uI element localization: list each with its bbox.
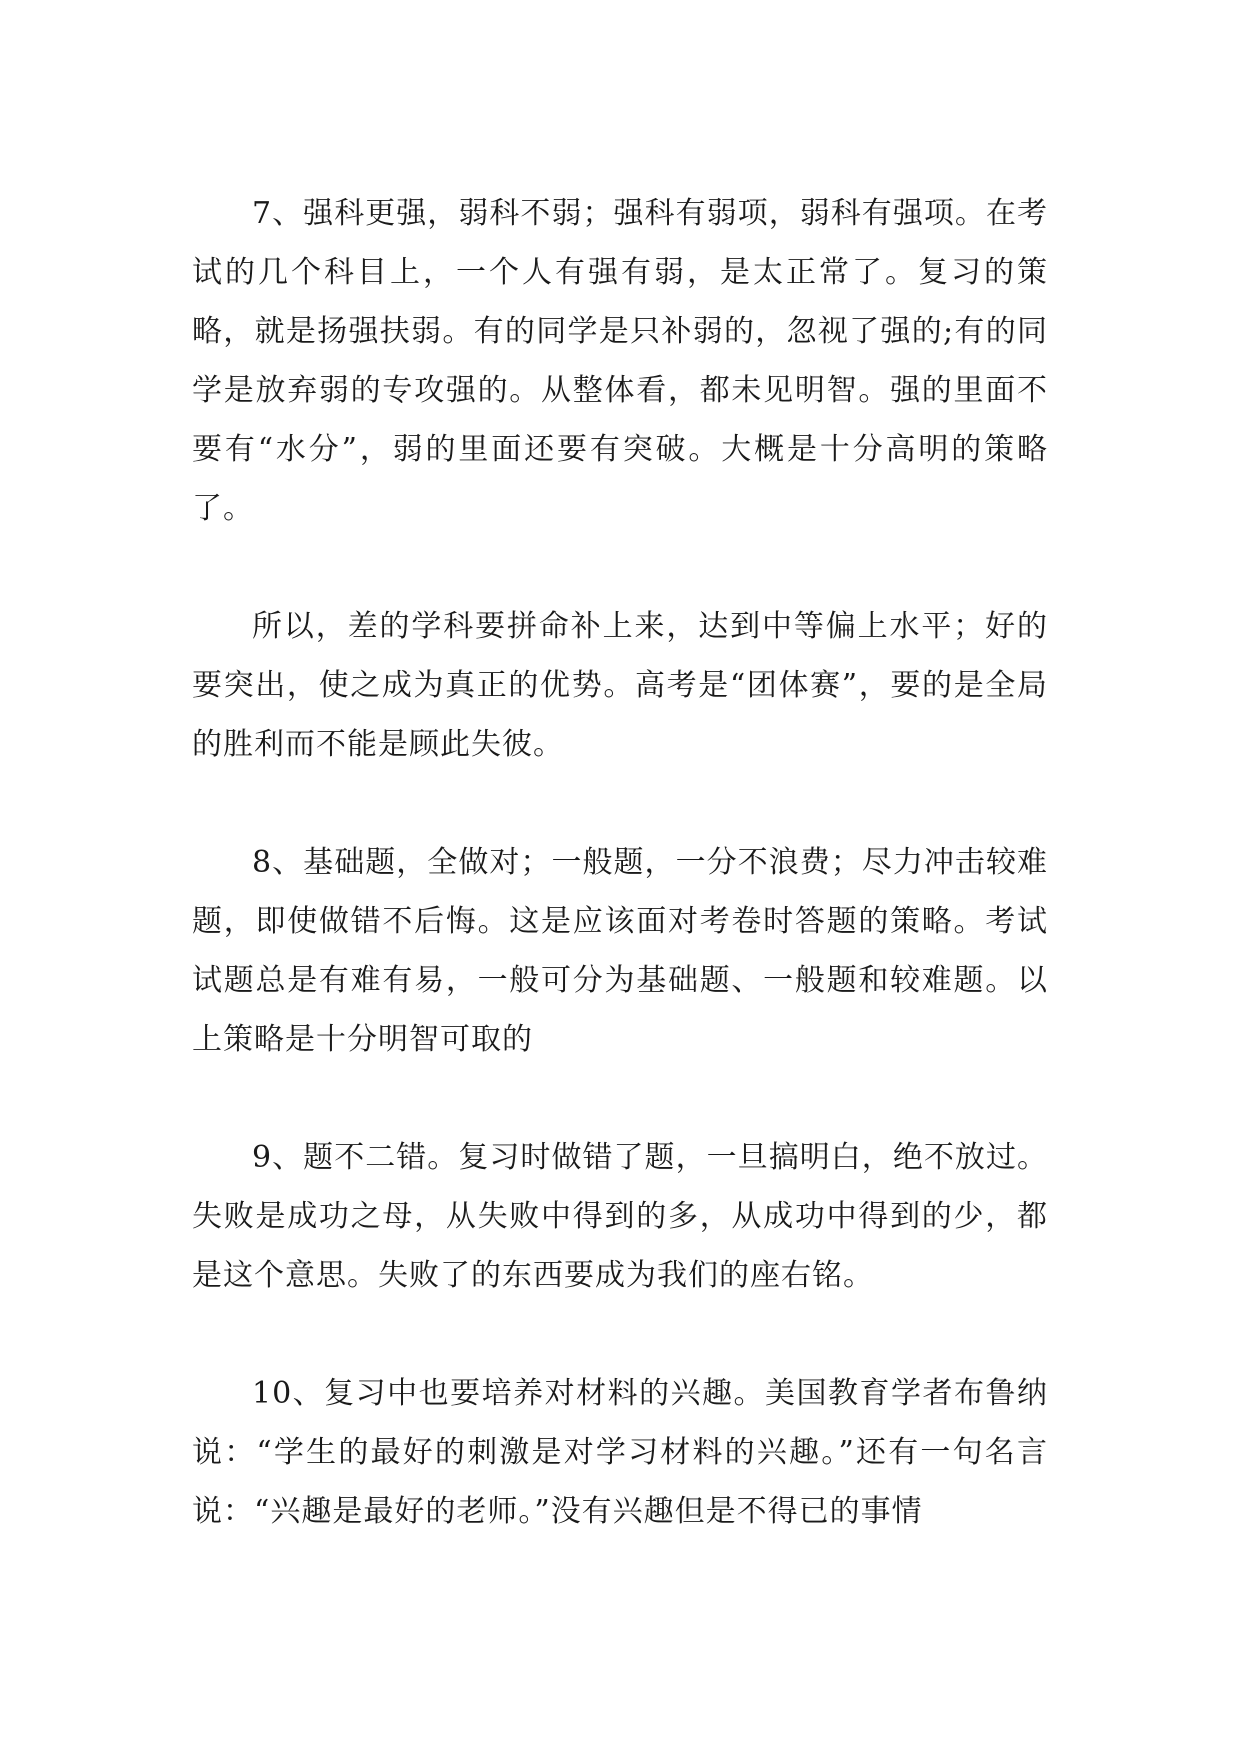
paragraph-7-strong-weak-subjects: 7、强科更强，弱科不弱；强科有弱项，弱科有强项。在考试的几个科目上，一个人有强有弱，是太正常了。复习的策略，就是扬强扶弱。有的同学是只补弱的，忽视了强的;有的同学是放弃弱的专攻强的。从整体看，都未见明智。强的里面不要有“水分”，弱的里面还要有突破。大概是十分高明的策略了。: [192, 196, 1048, 526]
paragraph-9-no-repeat-mistakes: 9、题不二错。复习时做错了题，一旦搞明白，绝不放过。失败是成功之母，从失败中得到的多，从成功中得到的少，都是这个意思。失败了的东西要成为我们的座右铭。: [192, 1140, 1048, 1293]
document-body: [192, 184, 1048, 1541]
paragraph-8-answer-strategy: 8、基础题，全做对；一般题，一分不浪费；尽力冲击较难题，即使做错不后悔。这是应该面对考卷时答题的策略。考试试题总是有难有易，一般可分为基础题、一般题和较难题。以上策略是十分明智可取的: [192, 845, 1048, 1057]
paragraph-10-interest: 10、复习中也要培养对材料的兴趣。美国教育学者布鲁纳说：“学生的最好的刺激是对学习材料的兴趣。”还有一句名言说：“兴趣是最好的老师。”没有兴趣但是不得已的事情: [192, 1376, 1048, 1529]
paragraph-team-competition: 所以，差的学科要拼命补上来，达到中等偏上水平；好的要突出，使之成为真正的优势。高考是“团体赛”，要的是全局的胜利而不能是顾此失彼。: [192, 609, 1048, 762]
